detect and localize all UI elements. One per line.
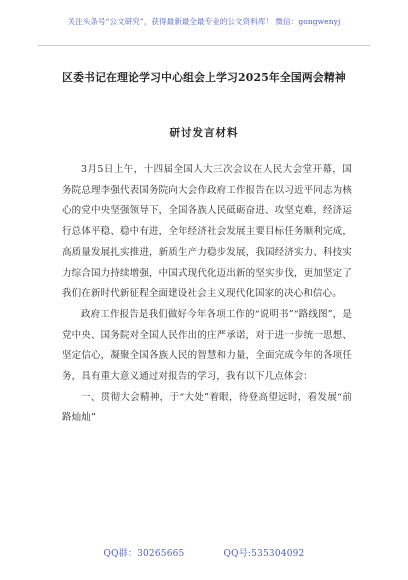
body-paragraph-1: 3月5日上午，十四届全国人大三次会议在人民大会堂开幕，国务院总理李强代表国务院向大会作政府工作报告在以习近平同志为核心的党中央坚强领导下，全国各族人民砥砺奋进、攻坚克难，经济运行总体平稳、稳中有进，全年经济社会发展主要目标任务顺利完成，高质量发展扎实推进，新质生产力稳步发展，我国经济实力、科技实力综合国力持续增强，中国式现代化迈出新的坚实步伐，更加坚定了我们在新时代新征程全面建设社会主义现代化国家的决心和信心。 bbox=[62, 164, 352, 300]
body-paragraph-3: 一、贯彻大会精神，于“大处”着眼，待登高望远时，看发展“前路灿灿” bbox=[62, 391, 352, 424]
body-paragraph-2: 政府工作报告是我们做好今年各项工作的“说明书”“路线图”，是党中央、国务院对全国人民作出的庄严承诺，对于进一步统一思想、坚定信心，凝聚全国各族人民的智慧和力量，全面完成今年的各项任务，具有重大意义通过对报告的学习，我有以下几点体会： bbox=[62, 308, 352, 383]
header-banner bbox=[0, 0, 408, 42]
header-banner-text: 关注头条号“公文研究”，获得最新最全最专业的公文资料库！ 微信：gongwenyj bbox=[67, 16, 341, 26]
header-divider bbox=[38, 45, 370, 46]
document-subtitle: 研讨发言材料 bbox=[169, 127, 239, 139]
footer-contact bbox=[0, 546, 408, 559]
document-title: 区委书记在理论学习中心组会上学习2025年全国两会精神 bbox=[62, 71, 346, 84]
document-body bbox=[62, 160, 352, 429]
footer-qq-group: QQ群：30265665 bbox=[103, 549, 185, 559]
footer-qq-number: QQ号:535304092 bbox=[223, 549, 305, 559]
